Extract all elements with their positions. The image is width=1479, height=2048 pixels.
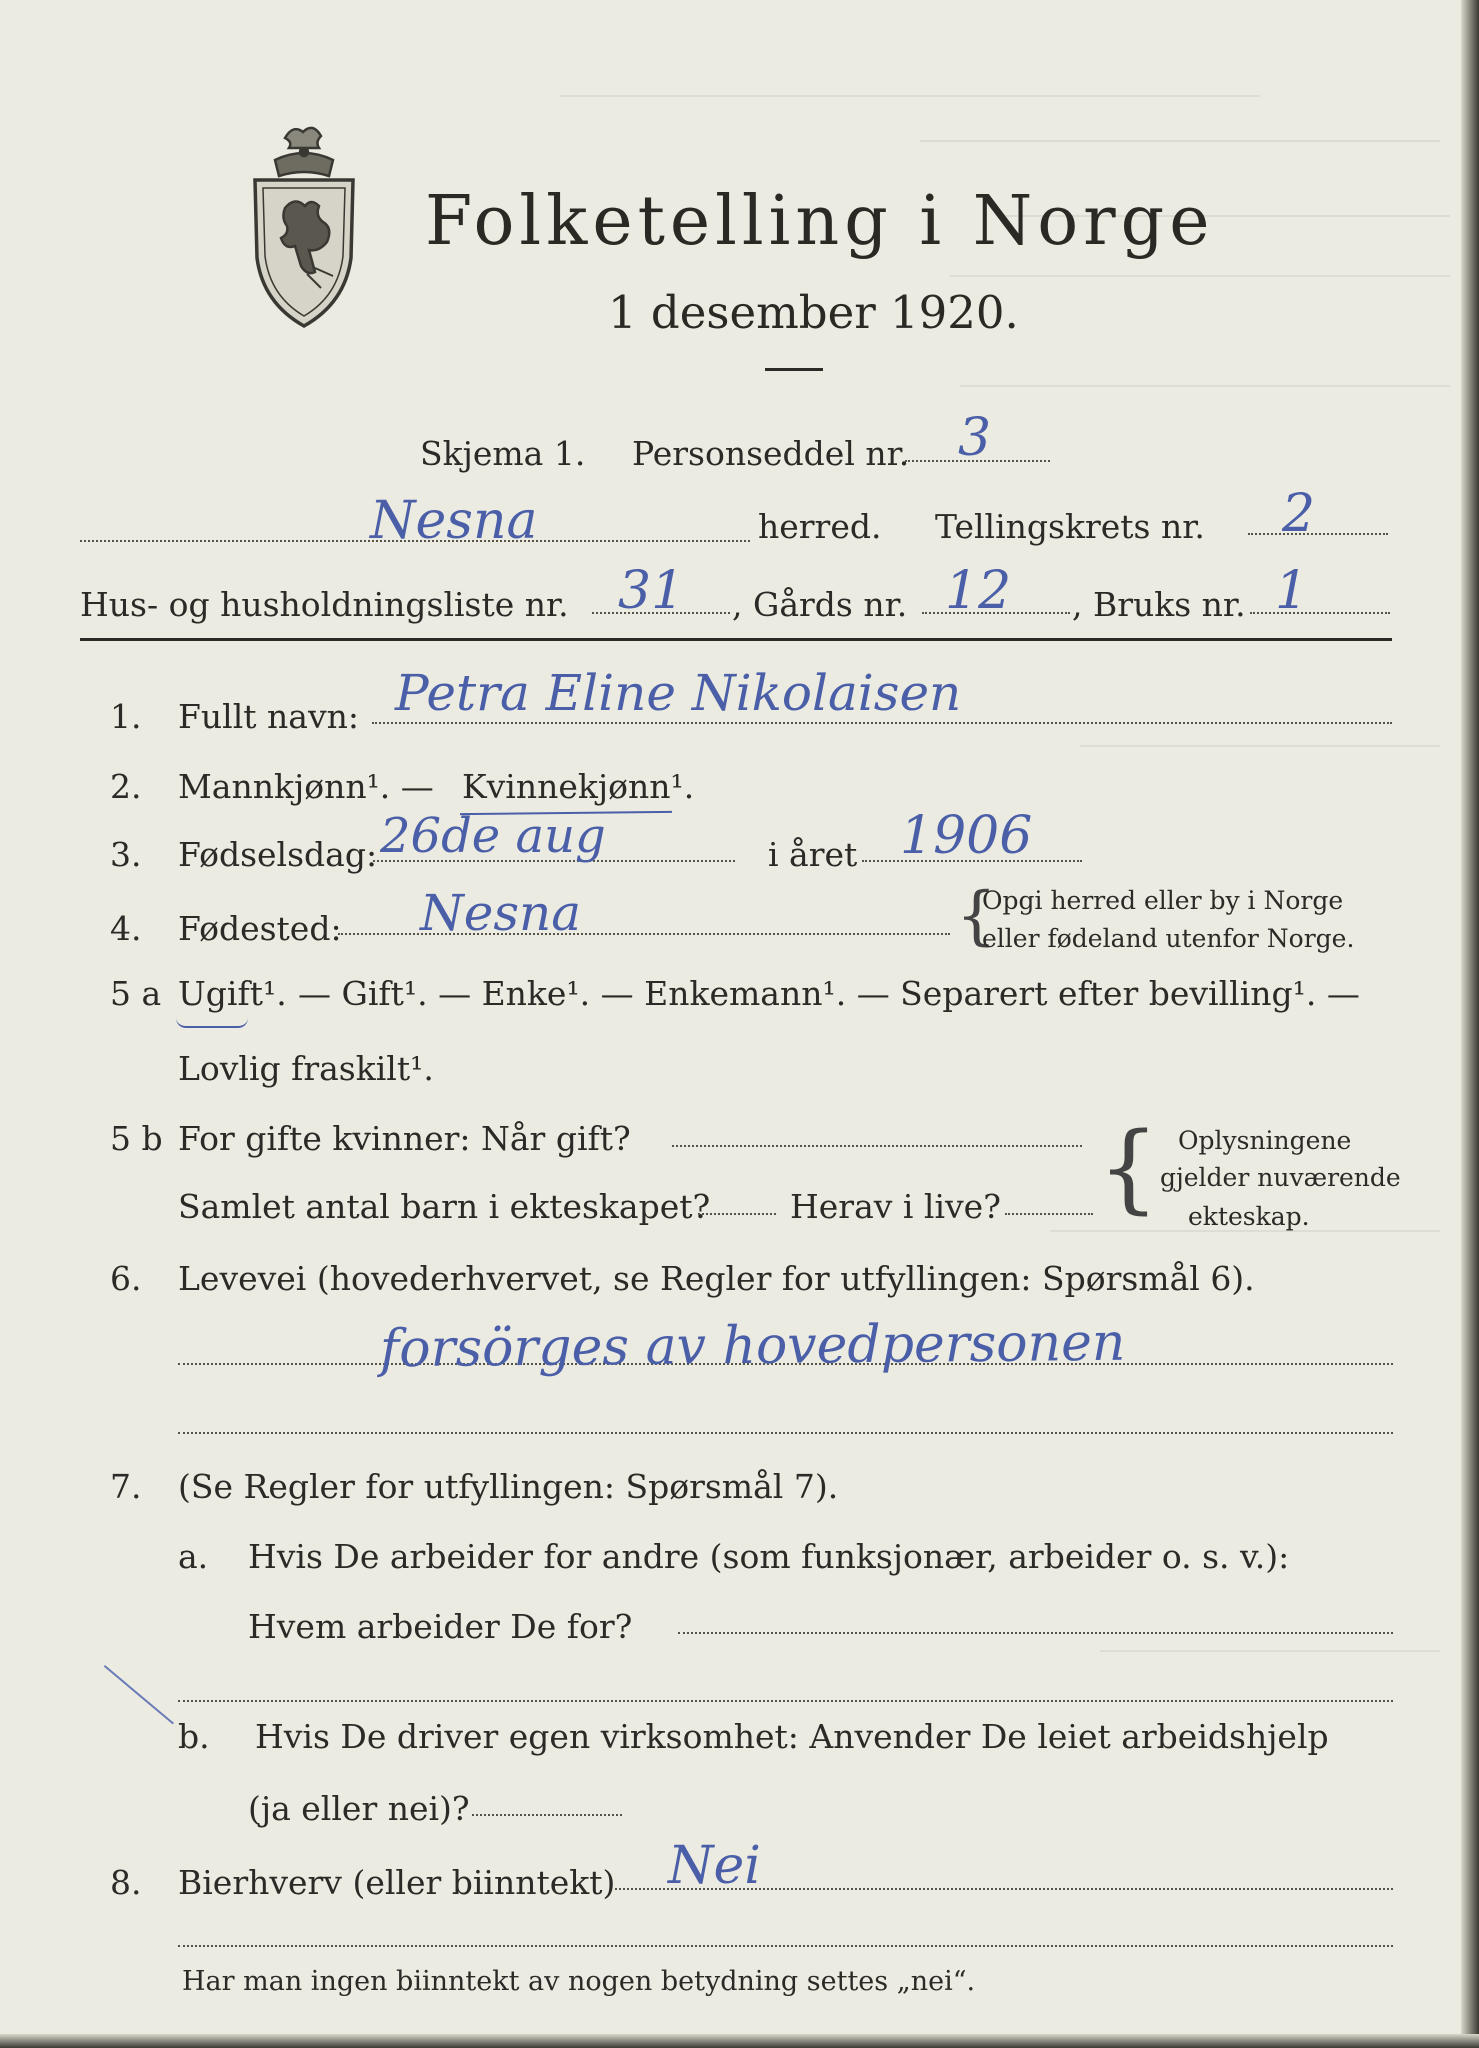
personseddel-label: Personseddel nr. — [632, 434, 910, 473]
scan-edge-right — [1461, 0, 1479, 2048]
q8-label: Bierhverv (eller biinntekt) — [178, 1863, 616, 1902]
q7b-answer-line — [472, 1814, 622, 1816]
q3-number: 3. — [110, 835, 142, 874]
q5b-number: 5 b — [110, 1119, 163, 1158]
q7a-letter: a. — [178, 1537, 209, 1576]
q5b-note-line1: Oplysningene — [1178, 1126, 1352, 1155]
footer-note: Har man ingen biinntekt av nogen betydning settes „nei“. — [182, 1966, 976, 1997]
q3-label: Fødselsdag: — [178, 835, 378, 874]
form-title: Folketelling i Norge — [425, 182, 1215, 261]
q5b-label1: For gifte kvinner: Når gift? — [178, 1119, 631, 1158]
q5a-ugift: Ugift¹. — [178, 974, 287, 1013]
q5a-number: 5 a — [110, 974, 162, 1013]
q5b-note-line2: gjelder nuværende — [1160, 1163, 1401, 1192]
q5b-brace: { — [1098, 1112, 1160, 1224]
q1-number: 1. — [110, 697, 142, 736]
birth-day-value[interactable]: 26de aug — [380, 808, 606, 864]
q1-label: Fullt navn: — [178, 697, 359, 736]
header-rule — [80, 638, 1392, 641]
q6-line2 — [178, 1432, 1393, 1434]
gards-value[interactable]: 12 — [945, 561, 1012, 621]
bruks-line — [1250, 612, 1390, 614]
q7b-line1: Hvis De driver egen virksomhet: Anvender De leiet arbeidshjelp — [255, 1717, 1329, 1756]
bruks-value[interactable]: 1 — [1275, 561, 1309, 621]
title-divider — [765, 368, 823, 371]
q4-brace: { — [956, 879, 997, 953]
q7b-line2: (ja eller nei)? — [248, 1789, 470, 1828]
q7-number: 7. — [110, 1467, 142, 1506]
full-name-value[interactable]: Petra Eline Nikolaisen — [395, 664, 962, 722]
norway-coat-of-arms-icon — [245, 118, 363, 333]
q5b-children-line — [698, 1213, 776, 1215]
q5b-alive-line — [1005, 1213, 1093, 1215]
q7a-employer-line — [678, 1632, 1393, 1634]
q2-female-label: Kvinnekjønn¹. — [462, 767, 695, 806]
q7-label: (Se Regler for utfyllingen: Spørsmål 7). — [178, 1467, 839, 1506]
occupation-value[interactable]: forsörges av hovedpersonen — [379, 1312, 1126, 1380]
q8-line2 — [178, 1945, 1393, 1947]
hus-label: Hus- og husholdningsliste nr. — [80, 585, 569, 624]
q6-label: Levevei (hovederhvervet, se Regler for utfyllingen: Spørsmål 6). — [178, 1259, 1255, 1298]
skjema-label: Skjema 1. — [420, 434, 586, 473]
herred-value[interactable]: Nesna — [370, 491, 538, 551]
tellingskrets-line — [1248, 533, 1388, 535]
q5a-line2: Lovlig fraskilt¹. — [178, 1049, 434, 1088]
census-date: 1 desember 1920. — [608, 286, 1019, 339]
tellingskrets-label: Tellingskrets nr. — [935, 507, 1205, 546]
side-income-value[interactable]: Nei — [668, 1836, 761, 1896]
q2-male-label: Mannkjønn¹. — — [178, 767, 434, 806]
pen-stroke-mark — [104, 1665, 174, 1724]
q4-number: 4. — [110, 909, 142, 948]
q8-number: 8. — [110, 1863, 142, 1902]
q4-label: Fødested: — [178, 909, 342, 948]
q5b-married-line — [672, 1145, 1082, 1147]
gards-label: , Gårds nr. — [732, 585, 908, 624]
tellingskrets-value[interactable]: 2 — [1282, 484, 1316, 544]
q6-number: 6. — [110, 1259, 142, 1298]
q2-number: 2. — [110, 767, 142, 806]
hus-value[interactable]: 31 — [618, 561, 685, 621]
q1-line — [372, 722, 1392, 724]
personseddel-value[interactable]: 3 — [958, 408, 992, 468]
q5b-note-line3: ekteskap. — [1188, 1202, 1310, 1231]
bruks-label: , Bruks nr. — [1072, 585, 1246, 624]
ugift-underline-mark — [176, 1018, 248, 1028]
scan-edge-bottom — [0, 2034, 1479, 2048]
q4-note-line2: eller fødeland utenfor Norge. — [982, 924, 1355, 953]
q4-note-line1: Opgi herred eller by i Norge — [982, 886, 1344, 915]
q5b-label3: Herav i live? — [790, 1187, 1001, 1226]
q5a-options: — Gift¹. — Enke¹. — Enkemann¹. — Separert efter bevilling¹. — — [298, 974, 1360, 1013]
q7b-letter: b. — [178, 1717, 210, 1756]
birthplace-value[interactable]: Nesna — [420, 884, 582, 942]
q5b-label2: Samlet antal barn i ekteskapet? — [178, 1187, 711, 1226]
herred-label: herred. — [758, 507, 882, 546]
q7a-employer-line2 — [178, 1700, 1393, 1702]
q7a-line2: Hvem arbeider De for? — [248, 1607, 633, 1646]
q3-year-label: i året — [768, 835, 858, 874]
birth-year-value[interactable]: 1906 — [900, 806, 1033, 866]
q7a-line1: Hvis De arbeider for andre (som funksjonær, arbeider o. s. v.): — [248, 1537, 1290, 1576]
